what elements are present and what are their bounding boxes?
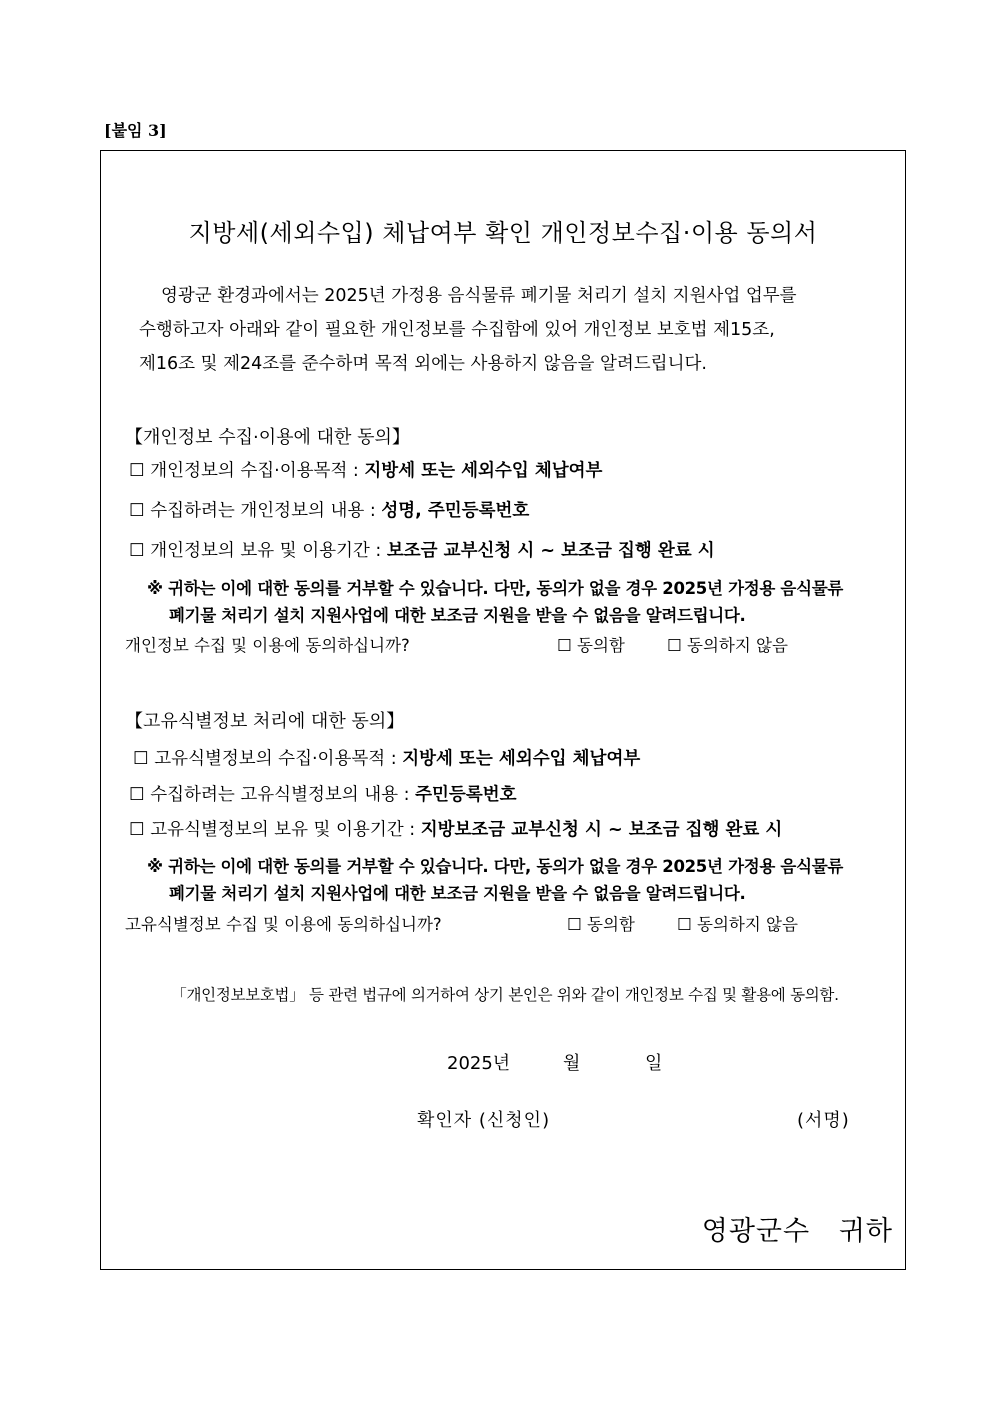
personal-section-heading: 【개인정보 수집·이용에 대한 동의】 xyxy=(125,427,410,448)
personal-item-content xyxy=(129,497,529,522)
intro-line: 제16조 및 제24조를 준수하며 목적 외에는 사용하지 않음을 알려드립니다. xyxy=(139,354,707,374)
unique-item-content xyxy=(129,781,517,806)
attachment-label: [붙임 3] xyxy=(104,121,167,140)
note-line: ※ 귀하는 이에 대한 동의를 거부할 수 있습니다. 다만, 동의가 없을 경우 2025년 가정용 음식물류 xyxy=(147,579,843,598)
item-value: 주민등록번호 xyxy=(415,785,517,805)
item-label: 수집하려는 고유식별정보의 내용 : xyxy=(150,785,410,805)
item-value: 보조금 교부신청 시 ~ 보조금 집행 완료 시 xyxy=(386,541,715,561)
signer-label: 확인자 (신청인) xyxy=(417,1110,551,1131)
intro-line: 영광군 환경과에서는 2025년 가정용 음식물류 폐기물 처리기 설치 지원사업 업무를 xyxy=(161,286,797,306)
agree-option[interactable]: ☐ 동의함 xyxy=(557,636,625,655)
item-value: 지방세 또는 세외수입 체납여부 xyxy=(364,461,603,481)
checkbox[interactable]: ☐ xyxy=(129,461,145,481)
law-statement: 「개인정보보호법」 등 관련 법규에 의거하여 상기 본인은 위와 같이 개인정보 수집 및 활용에 동의함. xyxy=(171,986,839,1004)
item-value: 지방보조금 교부신청 시 ~ 보조금 집행 완료 시 xyxy=(420,820,783,840)
unique-refusal-note xyxy=(147,853,843,907)
signature-field[interactable]: (서명) xyxy=(797,1110,850,1131)
question-text: 고유식별정보 수집 및 이용에 동의하십니까? xyxy=(125,915,442,934)
checkbox[interactable]: ☐ xyxy=(129,541,145,561)
note-line: ※ 귀하는 이에 대한 동의를 거부할 수 있습니다. 다만, 동의가 없을 경우 2025년 가정용 음식물류 xyxy=(147,857,843,876)
unique-section-heading: 【고유식별정보 처리에 대한 동의】 xyxy=(125,711,405,732)
agree-option[interactable]: ☐ 동의함 xyxy=(567,915,635,934)
date-month: 월 xyxy=(563,1053,581,1074)
item-label: 개인정보의 보유 및 이용기간 : xyxy=(150,541,382,561)
note-line: 폐기물 처리기 설치 지원사업에 대한 보조금 지원을 받을 수 없음을 알려드립니다. xyxy=(169,606,746,625)
item-label: 개인정보의 수집·이용목적 : xyxy=(150,461,359,481)
form-title: 지방세(세외수입) 체납여부 확인 개인정보수집·이용 동의서 xyxy=(188,219,818,247)
item-label: 수집하려는 개인정보의 내용 : xyxy=(150,501,376,521)
question-text: 개인정보 수집 및 이용에 동의하십니까? xyxy=(125,636,410,655)
intro-line: 수행하고자 아래와 같이 필요한 개인정보를 수집함에 있어 개인정보 보호법 제15조, xyxy=(139,320,775,340)
personal-refusal-note xyxy=(147,575,843,629)
checkbox[interactable]: ☐ xyxy=(129,785,145,805)
item-label: 고유식별정보의 보유 및 이용기간 : xyxy=(150,820,416,840)
unique-item-period xyxy=(129,816,782,841)
personal-item-purpose xyxy=(129,457,602,482)
date-year: 2025년 xyxy=(447,1053,511,1074)
checkbox[interactable]: ☐ xyxy=(129,501,145,521)
checkbox[interactable]: ☐ xyxy=(133,749,149,769)
item-value: 성명, 주민등록번호 xyxy=(381,501,530,521)
unique-consent-question xyxy=(125,911,885,935)
checkbox[interactable]: ☐ xyxy=(129,820,145,840)
disagree-option[interactable]: ☐ 동의하지 않음 xyxy=(677,915,798,934)
item-label: 고유식별정보의 수집·이용목적 : xyxy=(154,749,397,769)
intro-paragraph xyxy=(139,279,895,381)
consent-form xyxy=(100,150,906,1270)
note-line: 폐기물 처리기 설치 지원사업에 대한 보조금 지원을 받을 수 없음을 알려드립니다. xyxy=(169,884,746,903)
personal-consent-question xyxy=(125,632,885,656)
item-value: 지방세 또는 세외수입 체납여부 xyxy=(402,749,641,769)
personal-item-period xyxy=(129,537,715,562)
date-day: 일 xyxy=(645,1053,663,1074)
unique-item-purpose xyxy=(133,745,640,770)
addressee: 영광군수 귀하 xyxy=(701,1216,893,1247)
disagree-option[interactable]: ☐ 동의하지 않음 xyxy=(667,636,788,655)
